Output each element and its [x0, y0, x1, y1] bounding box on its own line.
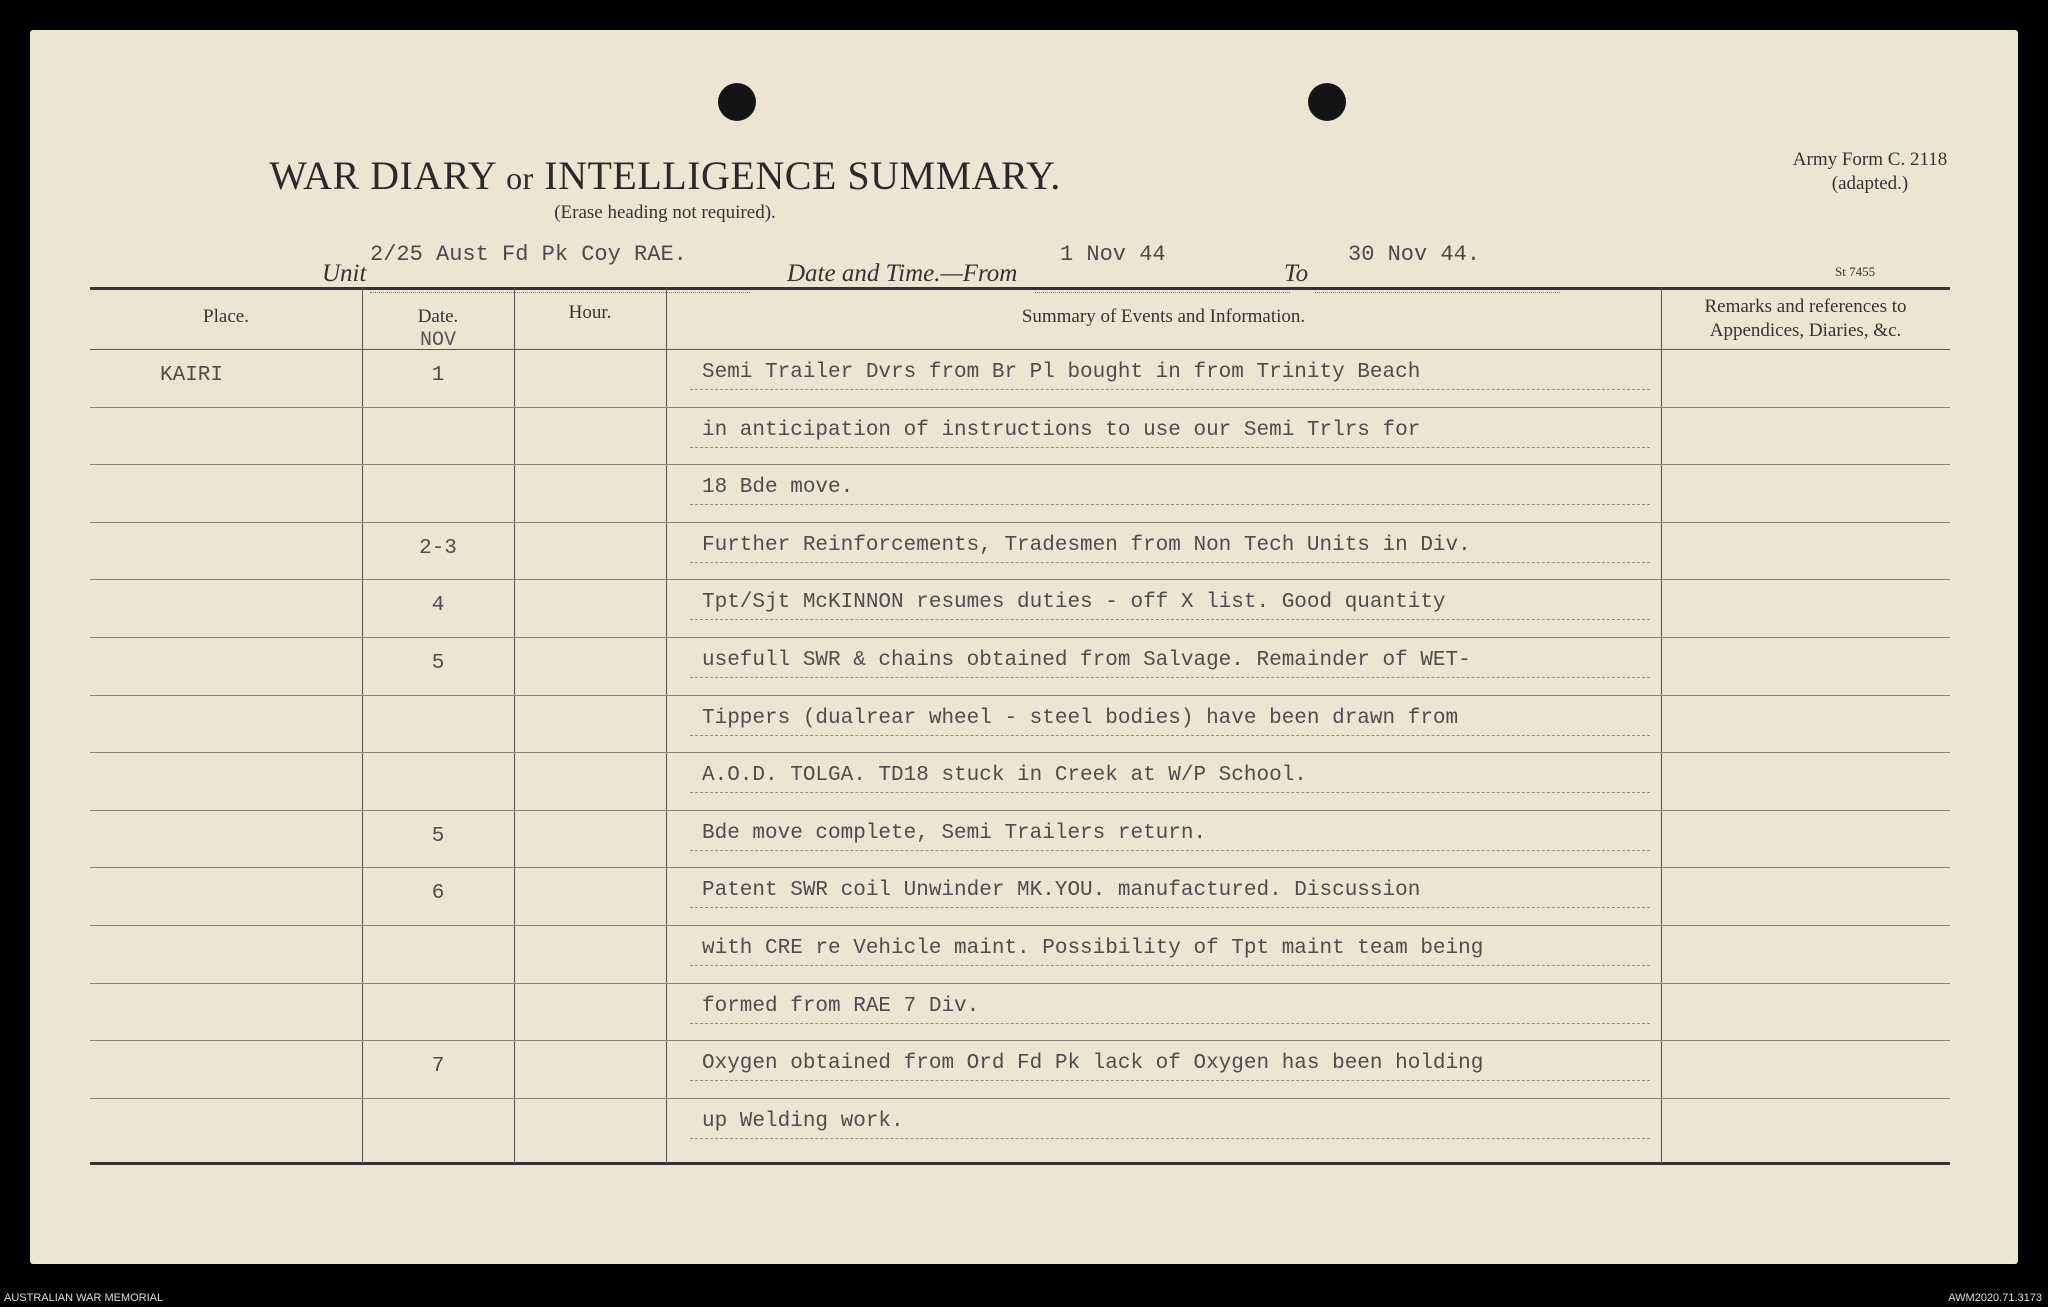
title-or: or: [506, 160, 534, 196]
col-head-remarks: [1661, 295, 1950, 343]
row-dotted-line: [690, 792, 1650, 793]
unit-value: 2/25 Aust Fd Pk Coy RAE.: [370, 242, 687, 267]
table-bottom-border: [90, 1162, 1950, 1165]
form-subtitle: (Erase heading not required).: [554, 202, 776, 223]
col-head-hour: Hour.: [568, 302, 612, 323]
row-dotted-line: [690, 619, 1650, 620]
row-rule: [90, 407, 1950, 408]
row-dotted-line: [690, 1080, 1650, 1081]
row-date: 1: [431, 364, 445, 387]
col-head-date-label: Date.: [417, 306, 459, 327]
row-date: 4: [431, 594, 445, 618]
footer-reference: AWM2020.71.3173: [1948, 1292, 2042, 1304]
col-head-date-month: NOV: [419, 329, 456, 352]
row-dotted-line: [690, 965, 1650, 966]
row-rule: [90, 925, 1950, 926]
col-divider-2: [514, 287, 515, 1164]
diary-table: [90, 287, 1950, 1164]
row-dotted-line: [690, 735, 1650, 736]
row-dotted-line: [690, 907, 1650, 908]
row-summary-text: Further Reinforcements, Tradesmen from Non Tech Units in Div.: [702, 533, 1471, 557]
row-summary-text: in anticipation of instructions to use our Semi Trlrs for: [702, 418, 1421, 442]
row-rule: [90, 637, 1950, 638]
row-summary-text: Tippers (dualrear wheel - steel bodies) have been drawn from: [702, 706, 1459, 730]
row-summary-text: Oxygen obtained from Ord Fd Pk lack of Oxygen has been holding: [702, 1052, 1484, 1076]
row-date: 5: [431, 824, 445, 848]
col-head-place: Place.: [203, 306, 249, 327]
diary-sheet: [30, 30, 2018, 1264]
col-head-summary: Summary of Events and Information.: [1021, 306, 1306, 327]
row-summary-text: formed from RAE 7 Div.: [702, 994, 980, 1018]
col-head-remarks-line2: Appendices, Diaries, &c.: [1709, 320, 1902, 341]
row-rule: [90, 752, 1950, 753]
row-summary-text: usefull SWR & chains obtained from Salvage. Remainder of WET-: [702, 649, 1471, 672]
col-divider-4: [1661, 287, 1662, 1164]
footer-institution: AUSTRALIAN WAR MEMORIAL: [4, 1292, 164, 1304]
row-summary-text: up Welding work.: [702, 1109, 904, 1133]
row-rule: [90, 1098, 1950, 1099]
row-dotted-line: [690, 1023, 1650, 1024]
row-rule: [90, 1040, 1950, 1041]
row-date: 6: [431, 882, 445, 906]
row-summary-text: with CRE re Vehicle maint. Possibility of Tpt maint team being: [702, 937, 1484, 960]
row-dotted-line: [690, 504, 1650, 505]
row-date: 7: [431, 1055, 445, 1079]
col-head-date: [362, 305, 514, 353]
unit-label: Unit: [322, 260, 367, 287]
row-dotted-line: [690, 447, 1650, 448]
row-date: 2-3: [419, 536, 457, 560]
col-divider-3: [666, 287, 667, 1164]
row-dotted-line: [690, 1138, 1650, 1139]
from-value: 1 Nov 44: [1060, 242, 1166, 267]
row-summary-text: A.O.D. TOLGA. TD18 stuck in Creek at W/P School.: [702, 764, 1307, 788]
punch-hole-right: [1308, 83, 1346, 121]
title-intelligence-summary: INTELLIGENCE SUMMARY.: [544, 153, 1061, 198]
row-summary-text: 18 Bde move.: [702, 476, 854, 500]
title-war-diary: WAR DIARY: [269, 153, 496, 198]
table-top-border: [90, 287, 1950, 290]
datetime-label: Date and Time.—From: [787, 260, 1018, 287]
stock-number: St 7455: [1835, 264, 1876, 279]
row-dotted-line: [690, 562, 1650, 563]
row-dotted-line: [690, 677, 1650, 678]
row-dotted-line: [690, 850, 1650, 851]
row-place: KAIRI: [160, 364, 224, 387]
row-dotted-line: [690, 389, 1650, 390]
col-head-remarks-line1: Remarks and references to: [1704, 296, 1907, 317]
to-label: To: [1284, 260, 1309, 287]
row-rule: [90, 810, 1950, 811]
row-rule: [90, 522, 1950, 523]
row-rule: [90, 579, 1950, 580]
to-value: 30 Nov 44.: [1348, 242, 1481, 267]
army-form-number: Army Form C. 2118: [1792, 149, 1948, 170]
row-rule: [90, 464, 1950, 465]
row-summary-text: Semi Trailer Dvrs from Br Pl bought in from Trinity Beach: [702, 361, 1421, 384]
punch-hole-left: [718, 83, 756, 121]
row-date: 5: [431, 652, 445, 675]
form-title: [30, 152, 1300, 199]
army-form-label: [1750, 148, 1990, 196]
col-divider-1: [362, 287, 363, 1164]
row-rule: [90, 867, 1950, 868]
row-rule: [90, 695, 1950, 696]
army-form-adapted: (adapted.): [1831, 173, 1909, 194]
row-rule: [90, 983, 1950, 984]
row-summary-text: Patent SWR coil Unwinder MK.YOU. manufactured. Discussion: [702, 879, 1421, 903]
row-summary-text: Tpt/Sjt McKINNON resumes duties - off X list. Good quantity: [702, 591, 1446, 615]
row-summary-text: Bde move complete, Semi Trailers return.: [702, 821, 1207, 845]
